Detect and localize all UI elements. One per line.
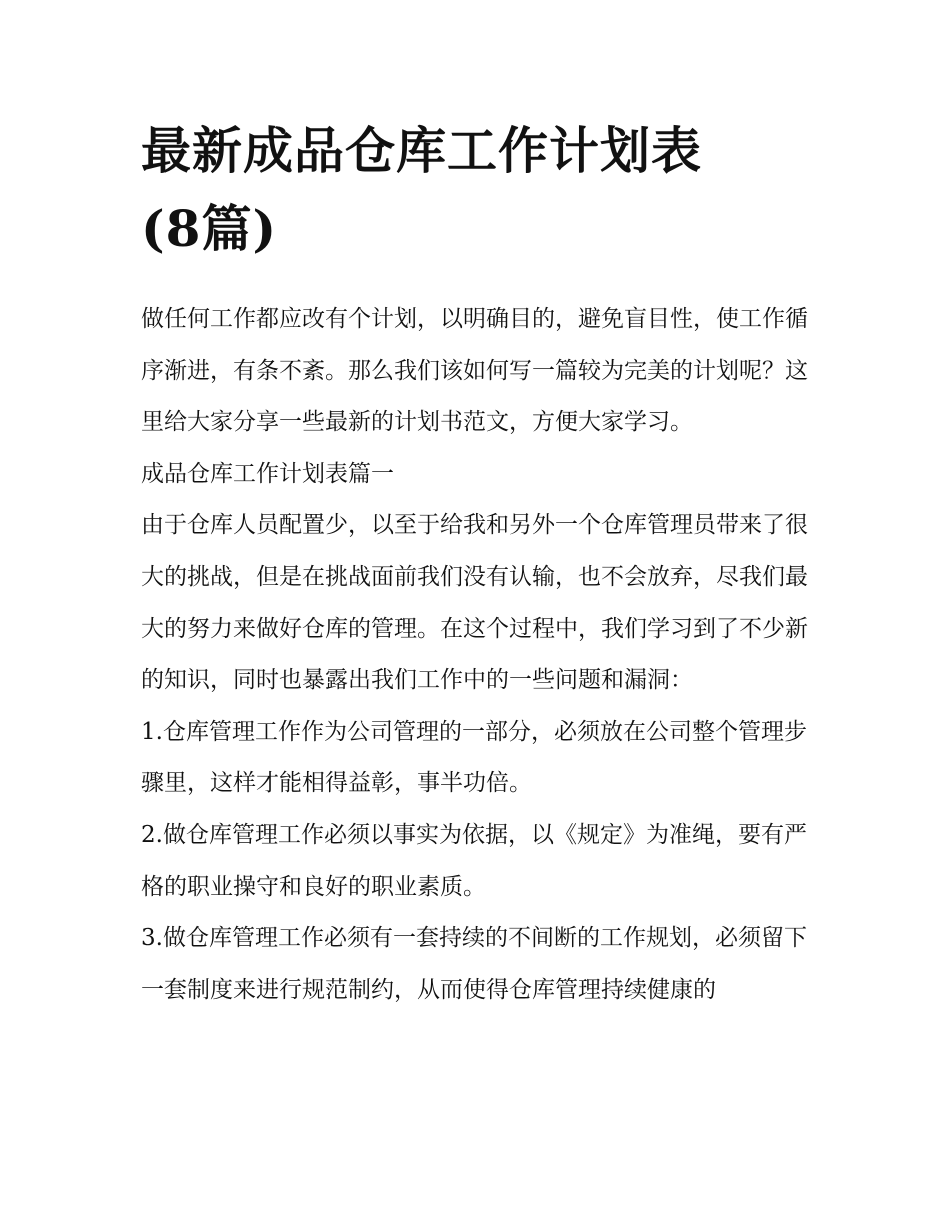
document-body (141, 294, 813, 1016)
section-heading: 成品仓库工作计划表篇一 (141, 460, 394, 487)
list-item-2: 2.做仓库管理工作必须以事实为依据，以《规定》为准绳，要有严格的职业操守和良好的职业素质。 (141, 821, 807, 900)
document-page (141, 112, 813, 1016)
intro-paragraph: 做任何工作都应改有个计划，以明确目的，避免盲目性，使工作循序渐进，有条不紊。那么我们该如何写一篇较为完美的计划呢？这里给大家分享一些最新的计划书范文，方便大家学习。 (141, 306, 808, 436)
body-paragraph: 由于仓库人员配置少，以至于给我和另外一个仓库管理员带来了很大的挑战，但是在挑战面前我们没有认输，也不会放弃，尽我们最大的努力来做好仓库的管理。在这个过程中，我们学习到了不少新的知识，同时也暴露出我们工作中的一些问题和漏洞： (141, 512, 808, 694)
list-item-3: 3.做仓库管理工作必须有一套持续的不间断的工作规划，必须留下一套制度来进行规范制约，从而使得仓库管理持续健康的 (141, 925, 807, 1003)
list-item-1: 1.仓库管理工作作为公司管理的一部分，必须放在公司整个管理步骤里，这样才能相得益彰，事半功倍。 (141, 718, 807, 797)
document-title: 最新成品仓库工作计划表(8篇) (141, 121, 702, 258)
